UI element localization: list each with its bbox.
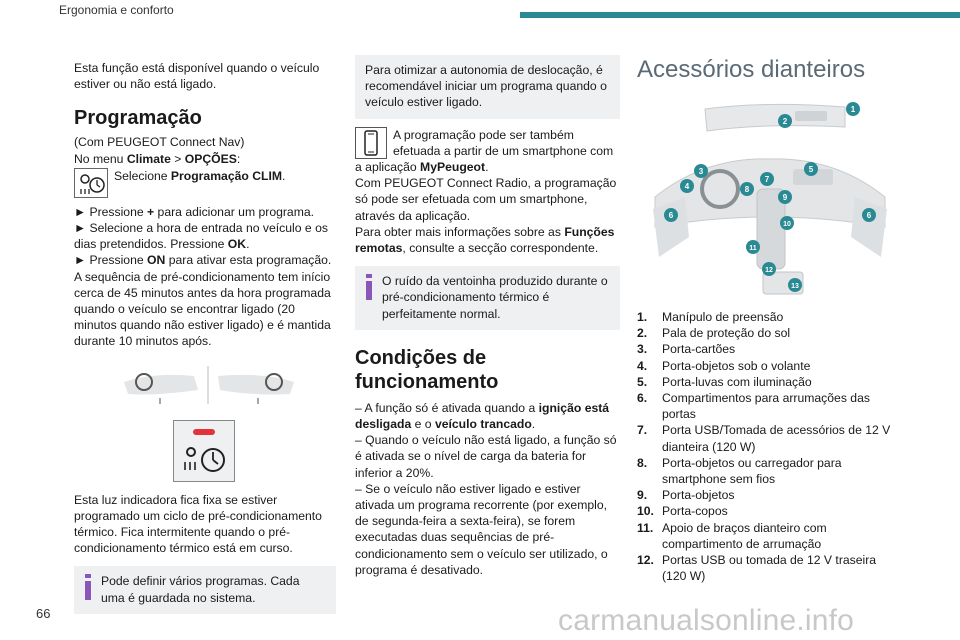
svg-text:11: 11 bbox=[749, 245, 757, 252]
intro-text: Esta função está disponível quando o veículo estiver ou não está ligado. bbox=[74, 61, 320, 92]
list-item: 3. Porta-cartões bbox=[637, 342, 736, 357]
note-autonomy-text: Para otimizar a autonomia de deslocação, é recomendável iniciar um programa quando o veículo estiver ligado. bbox=[365, 63, 607, 110]
select-instruction: Selecione Programação CLIM. bbox=[114, 168, 286, 183]
note-fan-noise-text: O ruído da ventoinha produzido durante o pré-condicionamento térmico é perfeitamente normal. bbox=[382, 274, 608, 321]
smartphone-icon bbox=[355, 127, 387, 159]
svg-text:1: 1 bbox=[850, 105, 856, 114]
svg-text:7: 7 bbox=[764, 175, 770, 184]
dashboard-illustration bbox=[114, 364, 304, 406]
note-multiple-programs bbox=[74, 566, 336, 613]
callout-13 bbox=[788, 278, 802, 292]
menu-path: No menu Climate > OPÇÕES: bbox=[74, 151, 241, 166]
step-2: ► Selecione a hora de entrada no veículo e os dias pretendidos. Pressione OK. bbox=[74, 221, 328, 252]
svg-text:8: 8 bbox=[744, 185, 750, 194]
list-item: 11. Apoio de braços dianteiro com compartimento de arrumação bbox=[637, 520, 827, 551]
svg-text:6: 6 bbox=[866, 211, 872, 220]
header-accent-bar bbox=[520, 12, 960, 18]
phone-programming-text: A programação pode ser também efetuada a partir de um smartphone com a aplicação MyPeugeot. bbox=[355, 127, 614, 175]
programacao-heading: Programação bbox=[74, 107, 202, 130]
conditions-heading: Condições de funcionamento bbox=[355, 346, 499, 393]
front-accessories-diagram bbox=[645, 97, 895, 297]
list-item: 5. Porta-luvas com iluminação bbox=[637, 374, 812, 389]
callout-10 bbox=[780, 216, 794, 230]
accessory-list bbox=[637, 309, 899, 584]
svg-text:13: 13 bbox=[791, 283, 799, 290]
watermark: carmanualsonline.info bbox=[558, 604, 855, 637]
info-icon bbox=[84, 573, 92, 601]
column-2 bbox=[355, 55, 620, 578]
callout-12 bbox=[762, 262, 776, 276]
note-text: Pode definir vários programas. Cada uma é guardada no sistema. bbox=[101, 574, 300, 605]
page-number: 66 bbox=[36, 606, 51, 621]
front-accessories-title: Acessórios dianteiros bbox=[637, 56, 866, 83]
callout-9 bbox=[778, 190, 792, 204]
note-fan-noise bbox=[355, 266, 620, 330]
list-item: 4. Porta-objetos sob o volante bbox=[637, 358, 811, 373]
callout-8 bbox=[740, 182, 754, 196]
svg-text:4: 4 bbox=[684, 182, 690, 191]
svg-text:3: 3 bbox=[698, 167, 704, 176]
callout-5 bbox=[804, 162, 818, 176]
step-3: ► Pressione ON para ativar esta programação. bbox=[74, 253, 332, 268]
svg-text:9: 9 bbox=[782, 193, 788, 202]
callout-6-left bbox=[664, 208, 678, 222]
condition-3: – Se o veículo não estiver ligado e estiver ativada um programa recorrente (por exemplo, de segunda-feira a sexta-feira), se forem executadas duas sequências de pré-condicionamento sem o veículo ser utilizado, o programa é desativado. bbox=[355, 481, 608, 577]
callout-1 bbox=[846, 102, 860, 116]
svg-text:2: 2 bbox=[782, 117, 788, 126]
list-item: 1. Manípulo de preensão bbox=[637, 310, 784, 324]
radio-text: Com PEUGEOT Connect Radio, a programação só pode ser efetuada com um smartphone, através da aplicação. bbox=[355, 176, 617, 223]
step-1: ► Pressione + para adicionar um programa. bbox=[74, 204, 315, 219]
column-3 bbox=[637, 55, 899, 584]
info-icon bbox=[365, 273, 373, 301]
clim-program-icon bbox=[74, 168, 108, 198]
list-item: 2. Pala de proteção do sol bbox=[637, 326, 791, 341]
callout-7 bbox=[760, 172, 774, 186]
callout-3 bbox=[694, 164, 708, 178]
list-item: 12. Portas USB ou tomada de 12 V traseira (120 W) bbox=[637, 553, 877, 584]
callout-4 bbox=[680, 179, 694, 193]
svg-text:10: 10 bbox=[783, 221, 791, 228]
svg-text:5: 5 bbox=[808, 165, 814, 174]
note-autonomy bbox=[355, 55, 620, 119]
more-info-text: Para obter mais informações sobre as Funções remotas, consulte a secção correspondente. bbox=[355, 224, 615, 256]
svg-text:6: 6 bbox=[668, 211, 674, 220]
sequence-text: A sequência de pré-condicionamento tem início cerca de 45 minutos antes da hora programada quando o veículo se encontrar ligado (20 minutos quando não estiver ligado) e é mantida durante 10 minutos após. bbox=[74, 269, 331, 349]
condition-2: – Quando o veículo não está ligado, a função só é ativada se o nível de carga da bateria for inferior a 20%. bbox=[355, 433, 617, 480]
condition-1: – A função só é ativada quando a ignição está desligada e o veículo trancado. bbox=[355, 400, 610, 432]
preconditioning-indicator-icon bbox=[173, 420, 235, 482]
section-title: Ergonomia e conforto bbox=[59, 3, 174, 17]
svg-text:12: 12 bbox=[765, 267, 773, 274]
callout-2 bbox=[778, 114, 792, 128]
list-item: 8. Porta-objetos ou carregador para smartphone sem fios bbox=[637, 455, 842, 487]
callout-11 bbox=[746, 240, 760, 254]
list-item: 9. Porta-objetos bbox=[637, 488, 735, 503]
callout-6-right bbox=[862, 208, 876, 222]
indicator-text: Esta luz indicadora fica fixa se estiver programado um ciclo de pré-condicionamento térmico. Fica intermitente quando o pré-condicionamento térmico está em curso. bbox=[74, 492, 322, 556]
list-item: 6. Compartimentos para arrumações das portas bbox=[637, 391, 870, 422]
list-item: 7. Porta USB/Tomada de acessórios de 12 V dianteira (120 W) bbox=[637, 423, 891, 454]
list-item: 10. Porta-copos bbox=[637, 504, 728, 519]
column-1 bbox=[74, 60, 336, 614]
connect-nav-line: (Com PEUGEOT Connect Nav) bbox=[74, 135, 245, 150]
